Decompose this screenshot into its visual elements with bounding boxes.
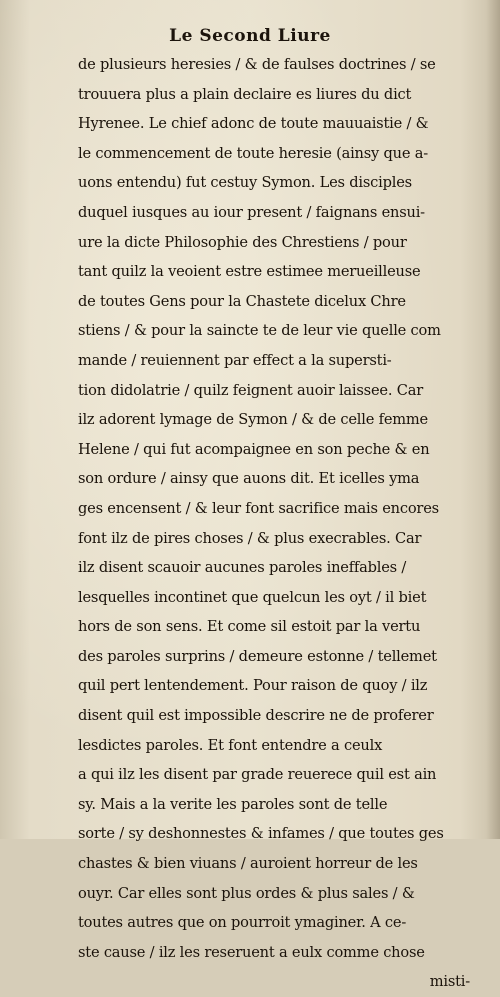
text-line: mande / reuiennent par effect a la supersti-: [78, 351, 392, 369]
text-line: son ordure / ainsy que auons dit. Et icelles yma: [78, 470, 420, 488]
text-line: trouuera plus a plain declaire es liures du dict: [78, 85, 412, 103]
text-line: sorte / sy deshonnestes & infames / que toutes ges: [78, 825, 444, 843]
text-line: font ilz de pires choses / & plus execrables. Car: [78, 529, 422, 547]
text-line: ouyr. Car elles sont plus ordes & plus sales / &: [78, 884, 415, 902]
text-line: lesquelles incontinet que quelcun les oyt / il biet: [78, 588, 427, 606]
text-line: tion didolatrie / quilz feignent auoir laissee. Car: [78, 381, 423, 399]
text-line: ste cause / ilz les reseruent a eulx comme chose: [78, 943, 425, 961]
text-line: des paroles surprins / demeure estonne / tellemet: [78, 647, 437, 665]
text-line: ure la dicte Philosophie des Chrestiens / pour: [78, 233, 407, 251]
text-line: duquel iusques au iour present / faignans ensui-: [78, 203, 425, 221]
text-line: stiens / & pour la saincte te de leur vie quelle com: [78, 322, 441, 340]
text-line: disent quil est impossible descrire ne de proferer: [78, 707, 434, 725]
text-line: chastes & bien viuans / auroient horreur de les: [78, 855, 418, 873]
text-line: uons entendu) fut cestuy Symon. Les disciples: [78, 174, 412, 192]
text-line: tant quilz la veoient estre estimee merueilleuse: [78, 263, 421, 281]
text-line: toutes autres que on pourroit ymaginer. A ce-: [78, 914, 407, 932]
text-line: Hyrenee. Le chief adonc de toute mauuaistie / &: [78, 115, 429, 133]
text-line: ilz disent scauoir aucunes paroles ineffables /: [78, 559, 407, 577]
text-line: misti-: [429, 973, 470, 991]
text-line: sy. Mais a la verite les paroles sont de telle: [78, 795, 388, 813]
text-line: hors de son sens. Et come sil estoit par la vertu: [78, 618, 421, 636]
text-line: quil pert lentendement. Pour raison de quoy / ilz: [78, 677, 428, 695]
running-head: Le Second Liure: [169, 26, 331, 46]
page-edge-shadow: [486, 0, 500, 839]
text-line: ges encensent / & leur font sacrifice mais encores: [78, 499, 439, 517]
text-line: Helene / qui fut acompaignee en son peche & en: [78, 440, 430, 458]
text-line: de plusieurs heresies / & de faulses doctrines / se: [78, 56, 436, 73]
text-line: de toutes Gens pour la Chastete dicelux Chre: [78, 292, 406, 310]
text-block: [78, 50, 478, 997]
text-line: a qui ilz les disent par grade reuerece quil est ain: [78, 766, 437, 784]
text-line: lesdictes paroles. Et font entendre a ceulx: [78, 736, 383, 754]
text-line: ilz adorent lymage de Symon / & de celle femme: [78, 411, 428, 429]
text-line: le commencement de toute heresie (ainsy que a-: [78, 144, 428, 162]
